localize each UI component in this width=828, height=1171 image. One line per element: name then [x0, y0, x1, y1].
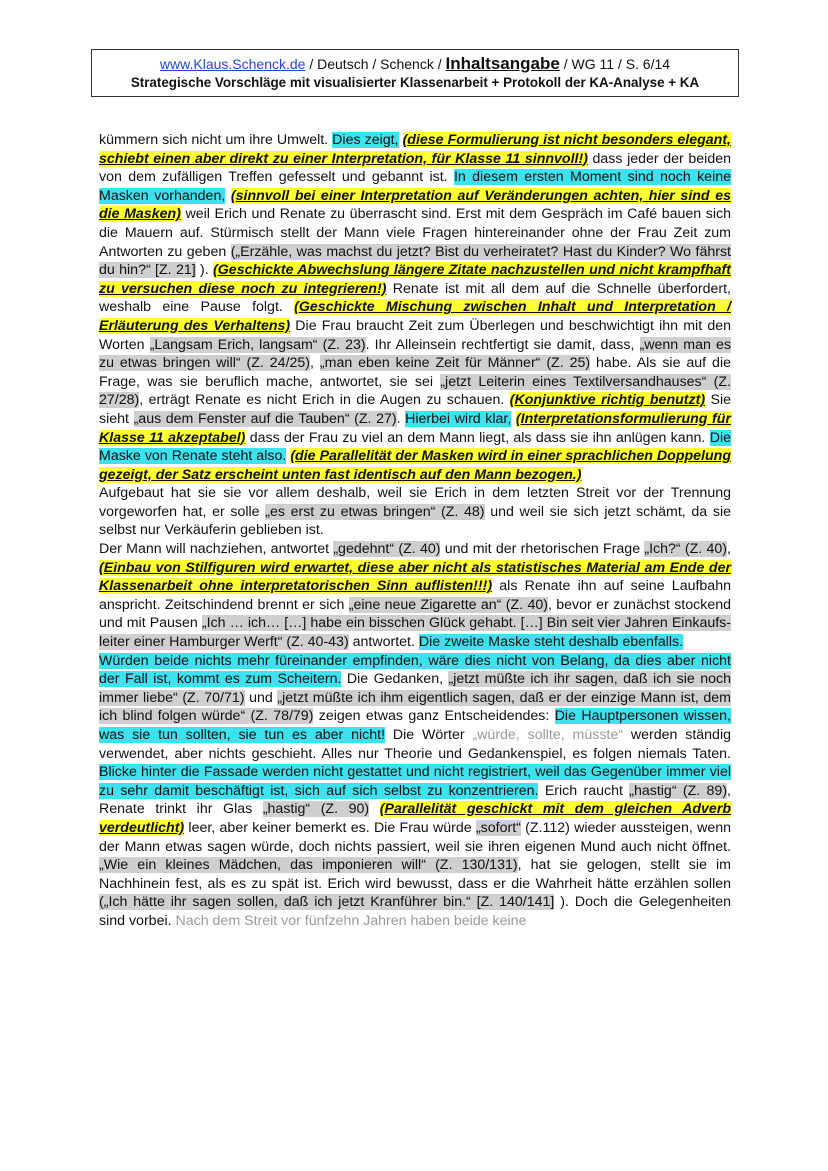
- quotation-highlight: „gedehnt“ (Z. 40): [333, 541, 441, 558]
- text-run: ,: [727, 541, 731, 558]
- teacher-comment: (diese Formulierung ist nicht besonders elegant, schiebt einen aber direkt zu einer Interpretation, für Klasse 11 sinnvoll!): [99, 132, 732, 167]
- text-run: dass der Frau zu viel an dem Mann liegt, als dass sie ihn anlügen kann.: [245, 429, 710, 446]
- teacher-comment: (Geschickte Mischung zwischen Inhalt und Interpretation / Erläuterung des Verhaltens): [99, 299, 731, 334]
- text-run: Renate ist mit all dem auf die Schnelle überfordert, weshalb eine Pause folgt.: [99, 280, 732, 316]
- text-run: , hat sie gelogen, stellt sie im Nachhinein fest, als es zu spät ist. Erich wird bewusst, dass er die Wahrheit hätte erzählen sollen: [99, 857, 731, 892]
- paragraph: [99, 652, 731, 931]
- teacher-comment: (Konjunktive richtig benutzt): [509, 392, 706, 409]
- text-run: habe. Als sie auf die Frage, was sie beruflich mache, antwortet, sie sei: [99, 355, 731, 390]
- quotation-highlight: „wenn man es zu etwas bringen will“ (Z. 24/25): [99, 336, 731, 372]
- highlight-cyan: Die Hauptpersonen wissen, was sie tun sollten, sie tun es aber nicht!: [99, 708, 731, 743]
- gray-text: Nach dem Streit vor fünfzehn Jahren haben beide keine: [175, 912, 527, 929]
- highlight-cyan: Die zweite Maske steht deshalb ebenfalls.: [418, 634, 684, 651]
- text-run: Der Mann will nachziehen, antwortet: [99, 541, 334, 558]
- header-line: [160, 54, 670, 74]
- teacher-comment: (sinnvoll bei einer Interpretation auf Veränderungen achten, hier sind es die Masken): [99, 187, 731, 223]
- highlight-cyan: Würden beide nichts mehr füreinander empfinden, wäre dies nicht von Belang, da dies aber nicht der Fall ist, kommt es zum Scheitern.: [99, 652, 731, 688]
- quotation-highlight: („Erzähle, was machst du jetzt? Bist du verheiratet? Hast du Kinder? Wo fährst du hin?“ [Z. 21]: [99, 243, 731, 279]
- text-run: ).: [195, 262, 214, 279]
- text-run: weil Erich und Renate zu überrascht sind. Erst mit dem Gespräch im Café bauen sich die Mauern auf. Stürmisch stellt der Mann viele Fragen hintereinander ohne der Frau Zeit zum Antworten zu geben: [99, 206, 731, 260]
- quotation-highlight: „hastig“ (Z. 89): [629, 782, 728, 799]
- paragraph: [99, 540, 731, 652]
- quotation-highlight: „jetzt müßte ich ihr sagen, daß ich sie noch immer liebe“ (Z. 70/71): [99, 671, 731, 706]
- teacher-comment: (Geschickte Abwechslung längere Zitate nachzustellen und nicht krampfhaft zu versuchen diese noch zu integrieren!): [99, 262, 731, 297]
- text-run: Aufgebaut hat sie sie vor allem deshalb, weil sie Erich in dem letzten Streit vor der Trennung vorgeworfen hat, er solle: [99, 485, 731, 520]
- quotation-highlight: „jetzt müßte ich ihm eigentlich sagen, daß er der einzige Mann ist, dem ich blind folgen würde“ (Z. 78/79): [99, 689, 731, 725]
- quotation-highlight: „Ich … ich… […] habe ein bisschen Glück gehabt. […] Bin seit vier Jahren Einkaufsleiter einer Hamburger Werft“ (Z. 40-43): [99, 615, 731, 651]
- quotation-highlight: „aus dem Fenster auf die Tauben“ (Z. 27): [133, 410, 397, 427]
- quotation-highlight: „Ich?“ (Z. 40): [644, 541, 728, 558]
- quotation-highlight: „Langsam Erich, langsam“ (Z. 23): [149, 336, 366, 353]
- quotation-highlight: „es erst zu etwas bringen“ (Z. 48): [265, 503, 485, 520]
- site-link[interactable]: www.Klaus.Schenck.de: [159, 56, 306, 72]
- teacher-comment: (Parallelität geschickt mit dem gleichen Adverb verdeutlicht): [99, 801, 732, 836]
- paragraph: [99, 131, 731, 484]
- text-run: , erträgt Renate es nicht Erich in die Augen zu schauen.: [139, 392, 510, 409]
- quotation-highlight: „jetzt Leiterin eines Textilversandhauses“ (Z. 27/28): [99, 373, 731, 409]
- highlight-cyan: Hierbei wird klar,: [405, 410, 512, 427]
- header-subtitle: Strategische Vorschläge mit visualisierter Klassenarbeit + Protokoll der KA-Analyse + KA: [130, 75, 700, 90]
- text-run: zeigen etwas ganz Entscheidendes:: [313, 708, 555, 725]
- highlight-cyan: Die Maske von Renate steht also.: [99, 429, 731, 465]
- text-run: werden ständig verwendet, aber nichts geschieht. Alles nur Theorie und Gedankenspiel, es folgen niemals Taten.: [99, 727, 731, 762]
- text-run: , Renate trinkt ihr Glas: [99, 782, 731, 818]
- highlight-cyan: Dies zeigt,: [332, 132, 399, 148]
- teacher-comment: (die Parallelität der Masken wird in einer sprachlichen Doppelung gezeigt, der Satz erscheint unten fast identisch auf den Mann bezogen.): [99, 448, 731, 483]
- text-run: und weil sie sich jetzt schämt, da sie selbst nur Verkäuferin geblieben ist.: [99, 503, 731, 539]
- text-run: [369, 801, 380, 817]
- text-run: ,: [310, 355, 320, 372]
- header-title: Inhaltsangabe: [445, 54, 560, 73]
- text-run: . Ihr Alleinsein rechtfertigt sie damit, dass,: [365, 336, 640, 353]
- header-path: / Deutsch / Schenck /: [305, 56, 446, 72]
- text-run: kümmern sich nicht um ihre Umwelt.: [99, 132, 333, 148]
- quotation-highlight: „man eben keine Zeit für Männer“ (Z. 25): [319, 355, 591, 372]
- text-run: antwortet.: [348, 634, 419, 651]
- teacher-comment: (Interpretationsformulierung für Klasse 11 akzeptabel): [99, 410, 731, 446]
- text-run: Die Frau braucht Zeit zum Überlegen und beschwichtigt ihn mit den Worten: [99, 317, 731, 353]
- text-run: und: [244, 689, 278, 706]
- gray-text: „würde, sollte, müsste“: [472, 727, 623, 743]
- text-run: Sie sieht: [99, 392, 731, 427]
- text-run: Erich raucht: [538, 782, 630, 799]
- highlight-cyan: In diesem ersten Moment sind noch keine Masken vorhanden,: [99, 169, 732, 204]
- highlight-cyan: Blicke hinter die Fassade werden nicht gestattet und nicht registriert, weil das Gegenüber immer viel zu sehr damit beschäftigt ist, sich auf sich selbst zu konzentrieren.: [99, 764, 731, 799]
- text-run: [399, 132, 403, 148]
- page-header: [91, 49, 739, 97]
- quotation-highlight: („Ich hätte ihr sagen sollen, daß ich jetzt Kranführer bin.“ [Z. 140/141]: [99, 894, 555, 911]
- text-run: und mit der rhetorischen Frage: [440, 541, 645, 558]
- teacher-comment: (Einbau von Stilfiguren wird erwartet, diese aber nicht als statistisches Material am Ende der Klassenarbeit ohne interpretatorischen Sinn auflisten!!!): [99, 559, 731, 595]
- quotation-highlight: „sofort“: [475, 819, 521, 836]
- text-run: dass jeder der beiden von dem zufälligen Treffen gefesselt und gebannt ist.: [99, 150, 731, 186]
- document-body: [99, 131, 731, 931]
- text-run: , bevor er zunächst stockend und mit Pausen: [99, 596, 732, 632]
- header-page-info: / WG 11 / S. 6/14: [559, 56, 671, 72]
- text-run: .: [396, 410, 406, 427]
- text-run: Die Wörter: [385, 727, 473, 743]
- text-run: Die Gedanken,: [341, 671, 449, 688]
- text-run: leer, aber keiner bemerkt es. Die Frau würde: [184, 819, 476, 836]
- quotation-highlight: „Wie ein kleines Mädchen, das imponieren will“ (Z. 130/131): [99, 857, 518, 874]
- quotation-highlight: „hastig“ (Z. 90): [262, 801, 370, 818]
- text-run: (Z.112) wieder aussteigen, wenn der Mann etwas sagen würde, doch nichts passiert, weil sie ihren eigenen Mund auch nicht öffnet.: [99, 819, 732, 855]
- text-run: ). Doch die Gelegenheiten sind vorbei.: [99, 894, 731, 929]
- quotation-highlight: „eine neue Zigarette an“ (Z. 40): [348, 596, 548, 613]
- text-run: als Renate ihn auf seine Laufbahn anspricht. Zeitschindend brennt er sich: [99, 578, 731, 613]
- paragraph: [99, 484, 731, 540]
